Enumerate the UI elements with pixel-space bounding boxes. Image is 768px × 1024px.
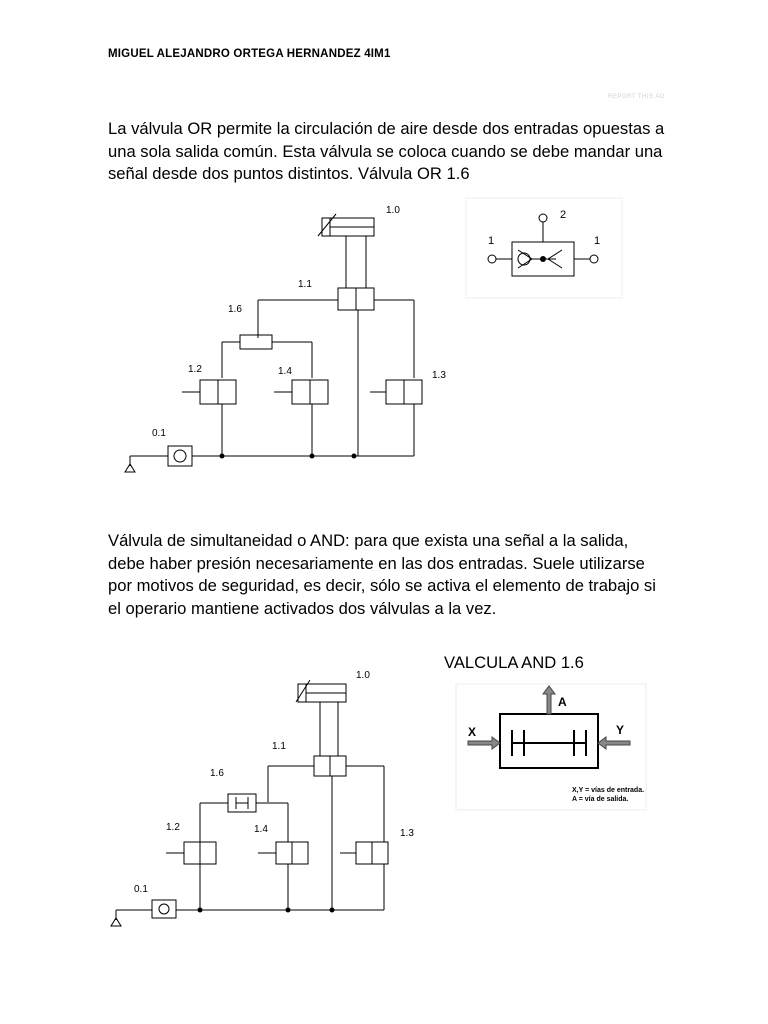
and-valve-paragraph: Válvula de simultaneidad o AND: para que exista una señal a la salida, debe haber presión necesariamente en las dos entradas. Suele utilizarse por motivos de seguridad, es decir, sólo se activa el elemento de trabajo si el operario mantiene activados dos válvulas a la vez. [108,531,656,618]
or-valve-paragraph: La válvula OR permite la circulación de aire desde dos entradas opuestas a una sola salida común. Esta válvula se coloca cuando se debe mandar una señal desde dos puntos distintos. Válvula OR 1.6 [108,119,665,183]
author-header: MIGUEL ALEJANDRO ORTEGA HERNANDEZ 4IM1 [108,48,391,60]
or-symbol-out-label: 2 [560,209,567,221]
and-valve-right-label: 1.3 [400,828,414,839]
main-valve-label: 1.1 [298,279,312,290]
and-valve-caption: VALCULA AND 1.6 [444,653,584,672]
and-symbol-legend-1: X,Y = vías de entrada. [572,787,645,794]
and-supply-label: 0.1 [134,884,148,895]
report-ad-link[interactable]: REPORT THIS AD [608,94,665,100]
valve-right-label: 1.3 [432,370,446,381]
valve-mid-label: 1.4 [278,366,292,377]
and-cylinder-label: 1.0 [356,670,370,681]
supply-label: 0.1 [152,428,166,439]
and-symbol-input-y-label: Y [616,723,625,737]
and-symbol-legend-2: A = vía de salida. [572,796,629,803]
and-main-valve-label: 1.1 [272,741,286,752]
or-valve-label: 1.6 [228,304,242,315]
and-symbol-output-label: A [558,695,567,709]
and-valve-mid-label: 1.4 [254,824,268,835]
and-valve-label: 1.6 [210,768,224,779]
cylinder-label: 1.0 [386,205,400,216]
and-valve-left-label: 1.2 [166,822,180,833]
and-symbol-input-x-label: X [468,725,477,739]
or-symbol-in-left-label: 1 [488,235,495,247]
or-symbol-in-right-label: 1 [594,235,601,247]
valve-left-label: 1.2 [188,364,202,375]
